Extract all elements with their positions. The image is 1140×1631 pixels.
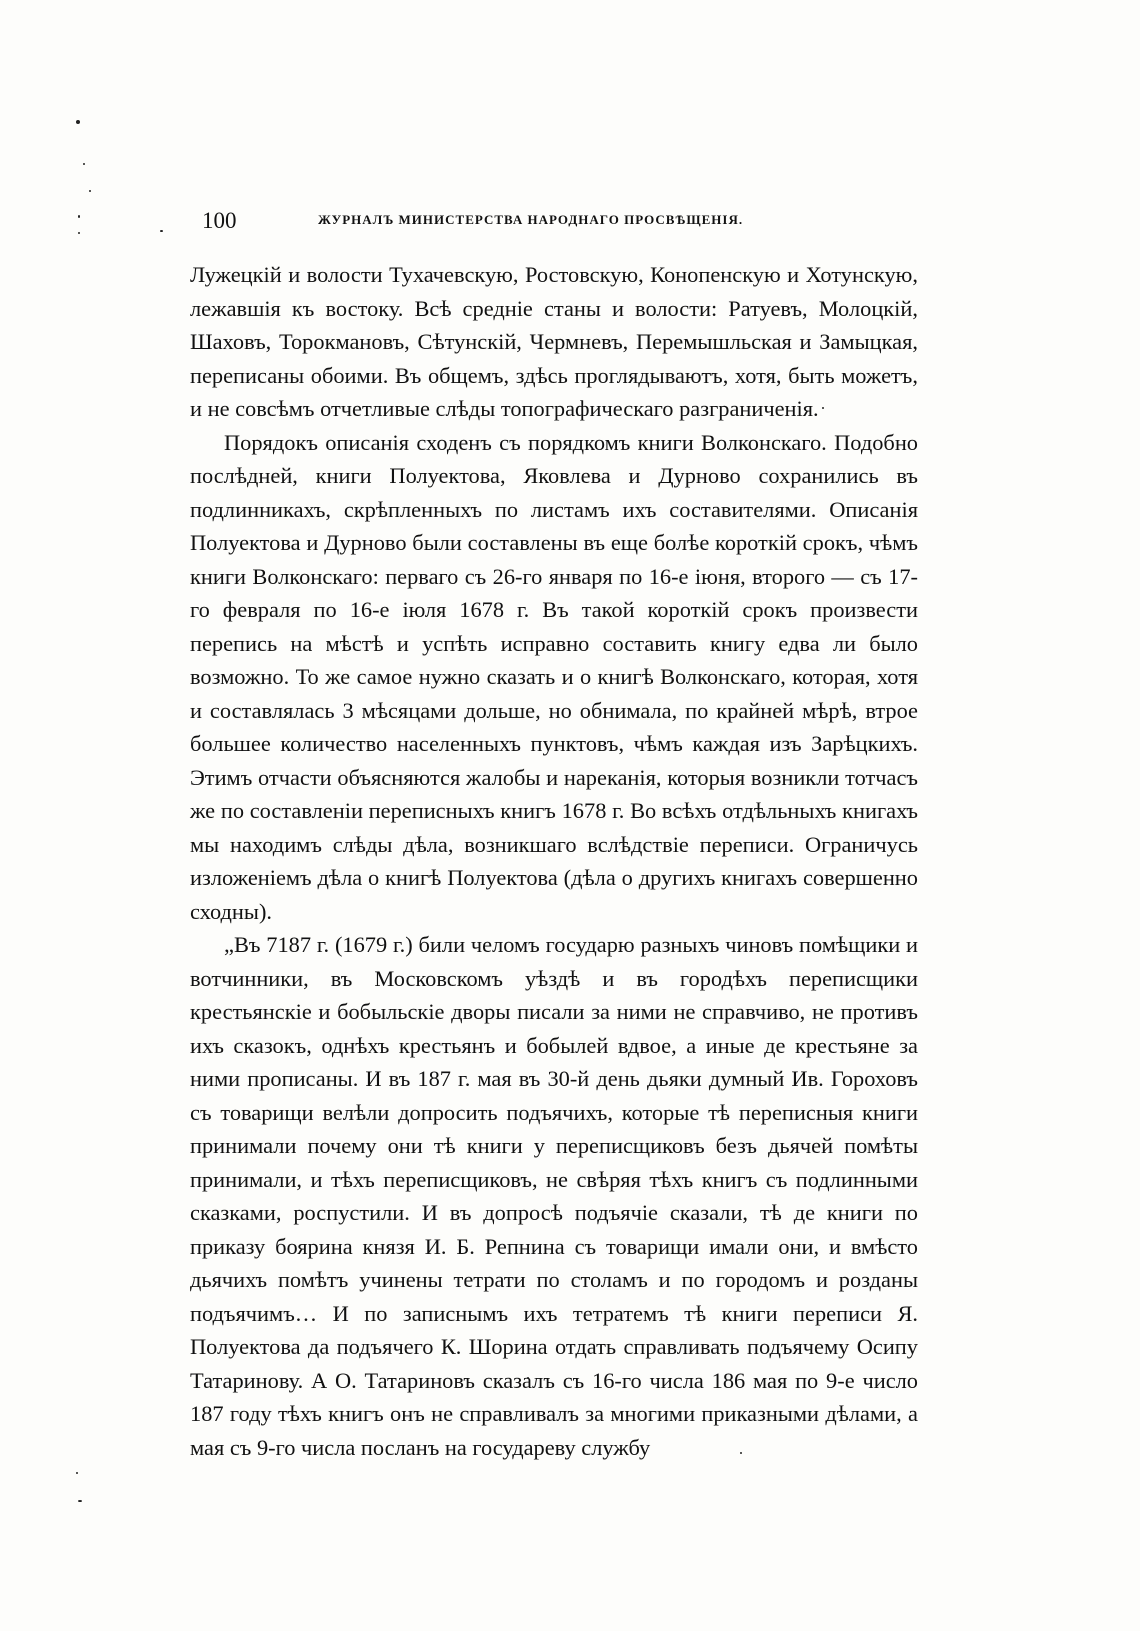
- page-header: [190, 200, 918, 240]
- scan-speck: [89, 190, 91, 192]
- scan-speck: [76, 1472, 78, 1474]
- scan-speck: [160, 230, 163, 232]
- scan-speck: [83, 163, 85, 165]
- page-number: 100: [202, 208, 237, 233]
- page-body: [190, 258, 918, 1464]
- running-title: ЖУРНАЛЪ МИНИСТЕРСТВА НАРОДНАГО ПРОСВѢЩЕНІЯ.: [318, 212, 744, 227]
- book-page: [190, 200, 918, 1460]
- scan-speck: [76, 120, 80, 124]
- scan-speck: [78, 1500, 82, 1502]
- paragraph: Лужецкій и волости Тухачевскую, Ростовскую, Конопенскую и Хотунскую, лежавшія къ востоку. Всѣ средніе станы и волости: Ратуевъ, Молоцкій, Шаховъ, Торокмановъ, Сѣтунскій, Чермневъ, Перемышльская и Замыцкая, переписаны обоими. Въ общемъ, здѣсь проглядываютъ, хотя, быть можетъ, и не совсѣмъ отчетливые слѣды топографическаго разграниченія.: [190, 262, 918, 421]
- paragraph: „Въ 7187 г. (1679 г.) били челомъ государю разныхъ чиновъ помѣщики и вотчинники, въ Московскомъ уѣздѣ и въ городѣхъ переписщики крестьянскіе и бобыльскіе дворы писали за ними не справчиво, не противъ ихъ сказокъ, однѣхъ крестьянъ и бобылей вдвое, а иные де крестьяне за ними прописаны. И въ 187 г. мая въ 30-й день дьяки думный Ив. Гороховъ съ товарищи велѣли допросить подъячихъ, которые тѣ переписныя книги принимали почему они тѣ книги у переписщиковъ безъ дьячей помѣты принимали, и тѣхъ переписщиковъ, не свѣряя тѣхъ книгъ съ подлинными сказками, роспустили. И въ допросѣ подъячіе сказали, тѣ де книги по приказу боярина князя И. Б. Репнина съ товарищи имали они, и вмѣсто дьячихъ помѣтъ учинены тетрати по столамъ и по городомъ и розданы подъячимъ… И по записнымъ ихъ тетратемъ тѣ книги переписи Я. Полуектова да подъячего К. Шорина отдать справливать подъячему Осипу Татаринову. А О. Татариновъ сказалъ съ 16-го числа 186 мая по 9-е число 187 году тѣхъ книгъ онъ не справливалъ за многими приказными дѣлами, а мая съ 9-го числа посланъ на государеву службу: [190, 932, 918, 1460]
- paragraph: Порядокъ описанія сходенъ съ порядкомъ книги Волконскаго. Подобно послѣдней, книги Полуектова, Яковлева и Дурново сохранились въ подлинникахъ, скрѣпленныхъ по листамъ ихъ составителями. Описанія Полуектова и Дурново были составлены въ еще болѣе короткій срокъ, чѣмъ книги Волконскаго: перваго съ 26-го января по 16-е іюня, второго — съ 17-го февраля по 16-е іюля 1678 г. Въ такой короткій срокъ произвести перепись на мѣстѣ и успѣть исправно составить книгу едва ли было возможно. То же самое нужно сказать и о книгѣ Волконскаго, которая, хотя и составлялась 3 мѣсяцами дольше, но обнимала, по крайней мѣрѣ, втрое большее количество населенныхъ пунктовъ, чѣмъ каждая изъ Зарѣцкихъ. Этимъ отчасти объясняются жалобы и нареканія, которыя возникли тотчасъ же по составленіи переписныхъ книгъ 1678 г. Во всѣхъ отдѣльныхъ книгахъ мы находимъ слѣды дѣла, возникшаго вслѣдствіе переписи. Ограничусь изложеніемъ дѣла о книгѣ Полуектова (дѣла о другихъ книгахъ совершенно сходны).: [190, 429, 918, 924]
- scan-speck: [78, 232, 80, 234]
- scan-speck: [78, 215, 80, 218]
